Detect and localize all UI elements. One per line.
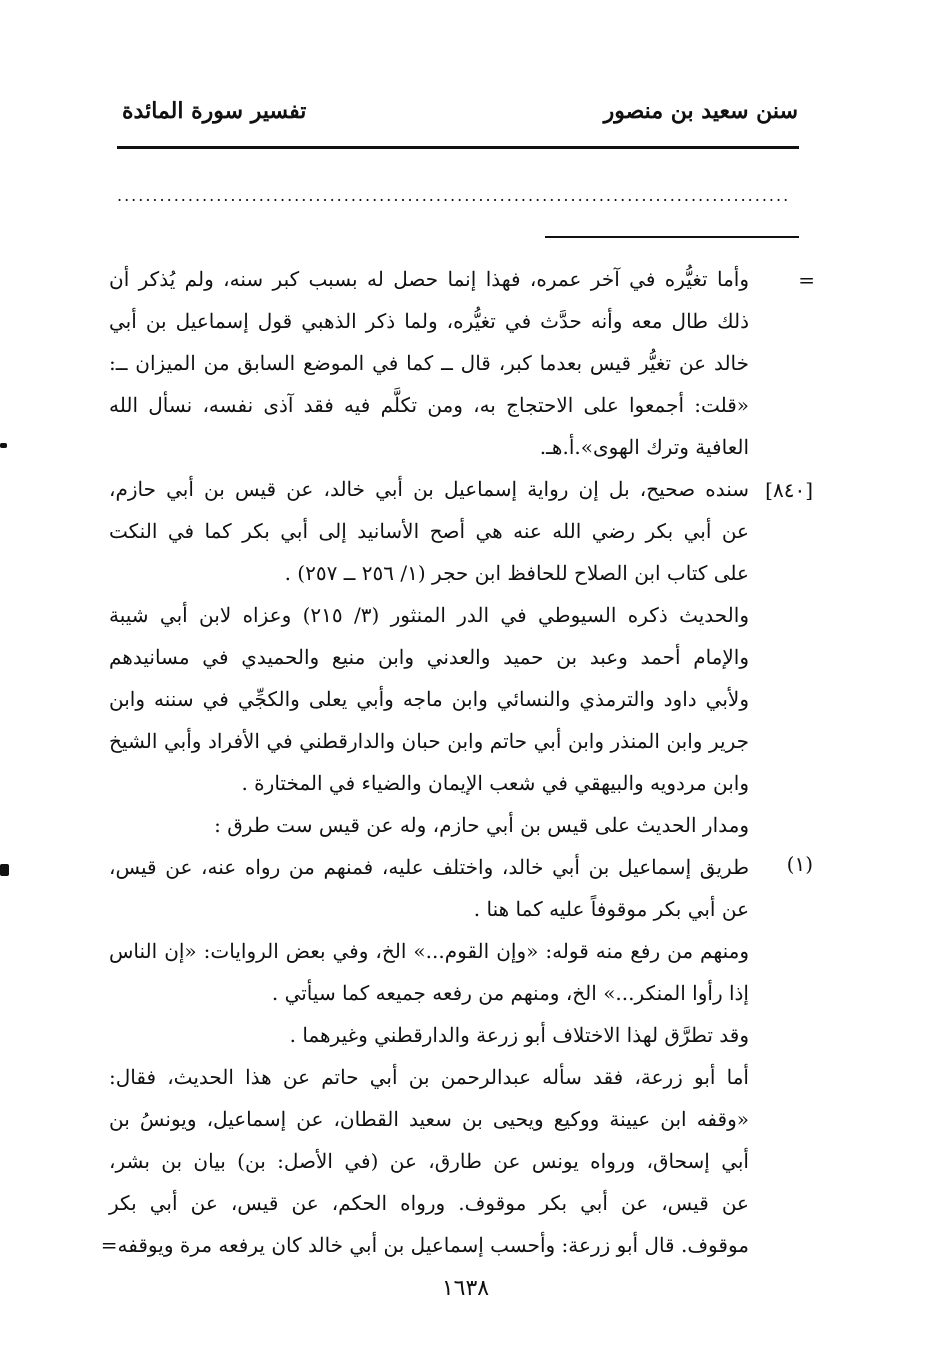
text-line: وقد تطرَّق لهذا الاختلاف أبو زرعة والدارقطني وغيرهما . bbox=[289, 1023, 749, 1047]
text-line: ولأبي داود والترمذي والنسائي وابن ماجه وأبي يعلى والكجِّي في سننه وابن bbox=[109, 687, 749, 711]
text-line: سنده صحيح، بل إن رواية إسماعيل بن أبي خالد، عن قيس بن أبي حازم، bbox=[109, 477, 749, 501]
text-line: جرير وابن المنذر وابن أبي حاتم وابن حبان والدارقطني في الأفراد وأبي الشيخ bbox=[109, 729, 749, 753]
text-line: ذلك طال معه وأنه حدَّث في تغيُّره، ولما ذكر الذهبي قول إسماعيل بن أبي bbox=[109, 309, 749, 333]
text-line: أما أبو زرعة، فقد سأله عبدالرحمن بن أبي حاتم عن هذا الحديث، فقال: bbox=[109, 1065, 749, 1089]
text-line: ومنهم من رفع منه قوله: «وإن القوم...» الخ، وفي بعض الروايات: «إن الناس bbox=[109, 939, 749, 963]
text-line: والحديث ذكره السيوطي في الدر المنثور (٣/ ٢١٥) وعزاه لابن أبي شيبة bbox=[109, 603, 749, 627]
text-line: وابن مردويه والبيهقي في شعب الإيمان والضياء في المختارة . bbox=[241, 771, 749, 795]
scan-edge-mark bbox=[0, 443, 7, 448]
item-one-marker: (١) bbox=[786, 852, 813, 876]
scan-edge-mark bbox=[0, 864, 9, 876]
text-line: إذا رأوا المنكر...» الخ، ومنهم من رفعه جميعه كما سيأتي . bbox=[271, 981, 749, 1005]
hadith-number-marker: [٨٤٠] bbox=[765, 478, 813, 502]
page-number: ١٦٣٨ bbox=[441, 1276, 490, 1301]
continuation-marker: = bbox=[798, 268, 815, 292]
text-line: ومدار الحديث على قيس بن أبي حازم، وله عن قيس ست طرق : bbox=[214, 813, 749, 837]
text-line: طريق إسماعيل بن أبي خالد، واختلف عليه، فمنهم من رواه عنه، عن قيس، bbox=[109, 855, 749, 879]
text-line: خالد عن تغيُّر قيس بعدما كبر، قال ــ كما في الموضع السابق من الميزان ــ: bbox=[109, 351, 749, 375]
text-line: «قلت: أجمعوا على الاحتجاج به، ومن تكلَّم فيه فقد آذى نفسه، نسأل الله bbox=[109, 393, 749, 417]
text-line: وأما تغيُّره في آخر عمره، فهذا إنما حصل له بسبب كبر سنه، ولم يُذكر أن bbox=[109, 267, 749, 291]
text-line: والإمام أحمد وعبد بن حميد والعدني وابن منيع والحميدي في مسانيدهم bbox=[109, 645, 749, 669]
header-rule bbox=[117, 146, 799, 149]
footnote-rule bbox=[545, 236, 799, 238]
text-line: عن قيس، عن أبي بكر موقوف. ورواه الحكم، عن قيس، عن أبي بكر bbox=[109, 1191, 749, 1215]
chapter-title-header: تفسير سورة المائدة bbox=[122, 98, 307, 124]
text-line: العافية وترك الهوى».أ.هـ. bbox=[539, 435, 749, 459]
text-line: أبي إسحاق، ورواه يونس عن طارق، عن (في الأصل: بن) بيان بن بشر، bbox=[109, 1149, 749, 1173]
text-line: عن أبي بكر موقوفاً عليه كما هنا . bbox=[473, 897, 749, 921]
text-line: على كتاب ابن الصلاح للحافظ ابن حجر (١/ ٢٥٦ ــ ٢٥٧) . bbox=[284, 561, 749, 585]
text-line: عن أبي بكر رضي الله عنه هي أصح الأسانيد إلى أبي بكر كما في النكت bbox=[109, 519, 749, 543]
separator-dots: ............................................................................................... bbox=[117, 186, 791, 205]
book-title-header: سنن سعيد بن منصور bbox=[603, 98, 798, 124]
text-line: «وقفه ابن عيينة ووكيع ويحيى بن سعيد القطان، عن إسماعيل، ويونسُ بن bbox=[109, 1107, 749, 1131]
text-line: موقوف. قال أبو زرعة: وأحسب إسماعيل بن أبي خالد كان يرفعه مرة ويوقفه= bbox=[100, 1233, 749, 1257]
